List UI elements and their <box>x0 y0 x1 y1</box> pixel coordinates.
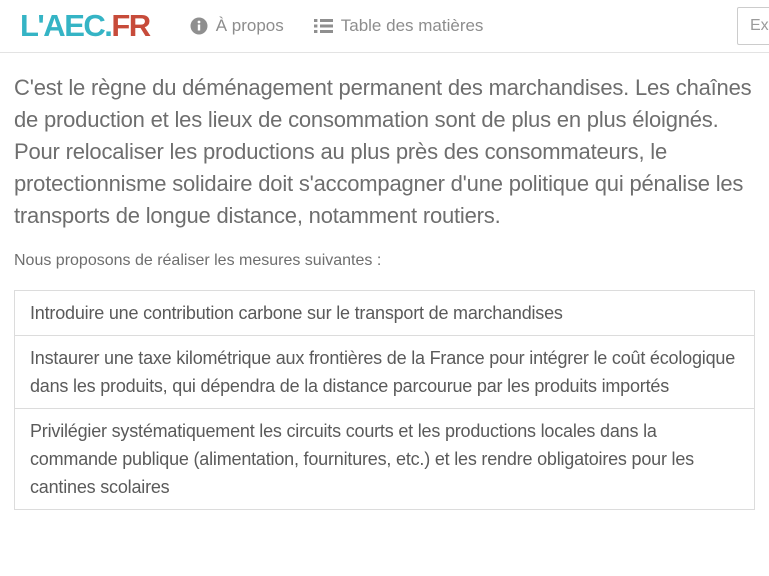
lead-paragraph: C'est le règne du déménagement permanent des marchandises. Les chaînes de production et les lieux de consommation sont de plus en plus éloignés. Pour relocaliser les productions au plus près des consommateurs, le protectionnisme solidaire doit s'accompagner d'une politique qui pénalise les transports de longue distance, notamment routiers. <box>14 75 752 228</box>
nav-item-label: À propos <box>215 16 284 35</box>
measures-intro: Nous proposons de réaliser les mesures suivantes : <box>14 252 382 269</box>
logo-red-part: FR <box>111 8 150 43</box>
main-nav <box>190 16 484 36</box>
header <box>0 0 769 53</box>
measure-row[interactable]: Introduire une contribution carbone sur le transport de marchandises <box>30 303 563 323</box>
nav-item-a-propos[interactable] <box>190 16 284 36</box>
measures-list <box>14 290 755 510</box>
nav-item-table-des-matieres[interactable] <box>314 16 484 36</box>
measure-row[interactable]: Instaurer une taxe kilométrique aux frontières de la France pour intégrer le coût écologique dans les produits, qui dépendra de la distance parcourue par les produits importés <box>15 335 754 408</box>
measure-row[interactable]: Privilégier systématiquement les circuits courts et les productions locales dans la commande publique (alimentation, fournitures, etc.) et les rendre obligatoires pour les cantines scolaires <box>15 408 754 509</box>
content <box>0 72 769 510</box>
logo-teal-part: L'AEC. <box>20 8 112 43</box>
info-icon <box>190 17 208 35</box>
logo-link[interactable] <box>20 8 150 44</box>
nav-item-label: Table des matières <box>340 16 484 35</box>
search-input[interactable] <box>737 7 769 45</box>
list-icon <box>314 18 333 34</box>
